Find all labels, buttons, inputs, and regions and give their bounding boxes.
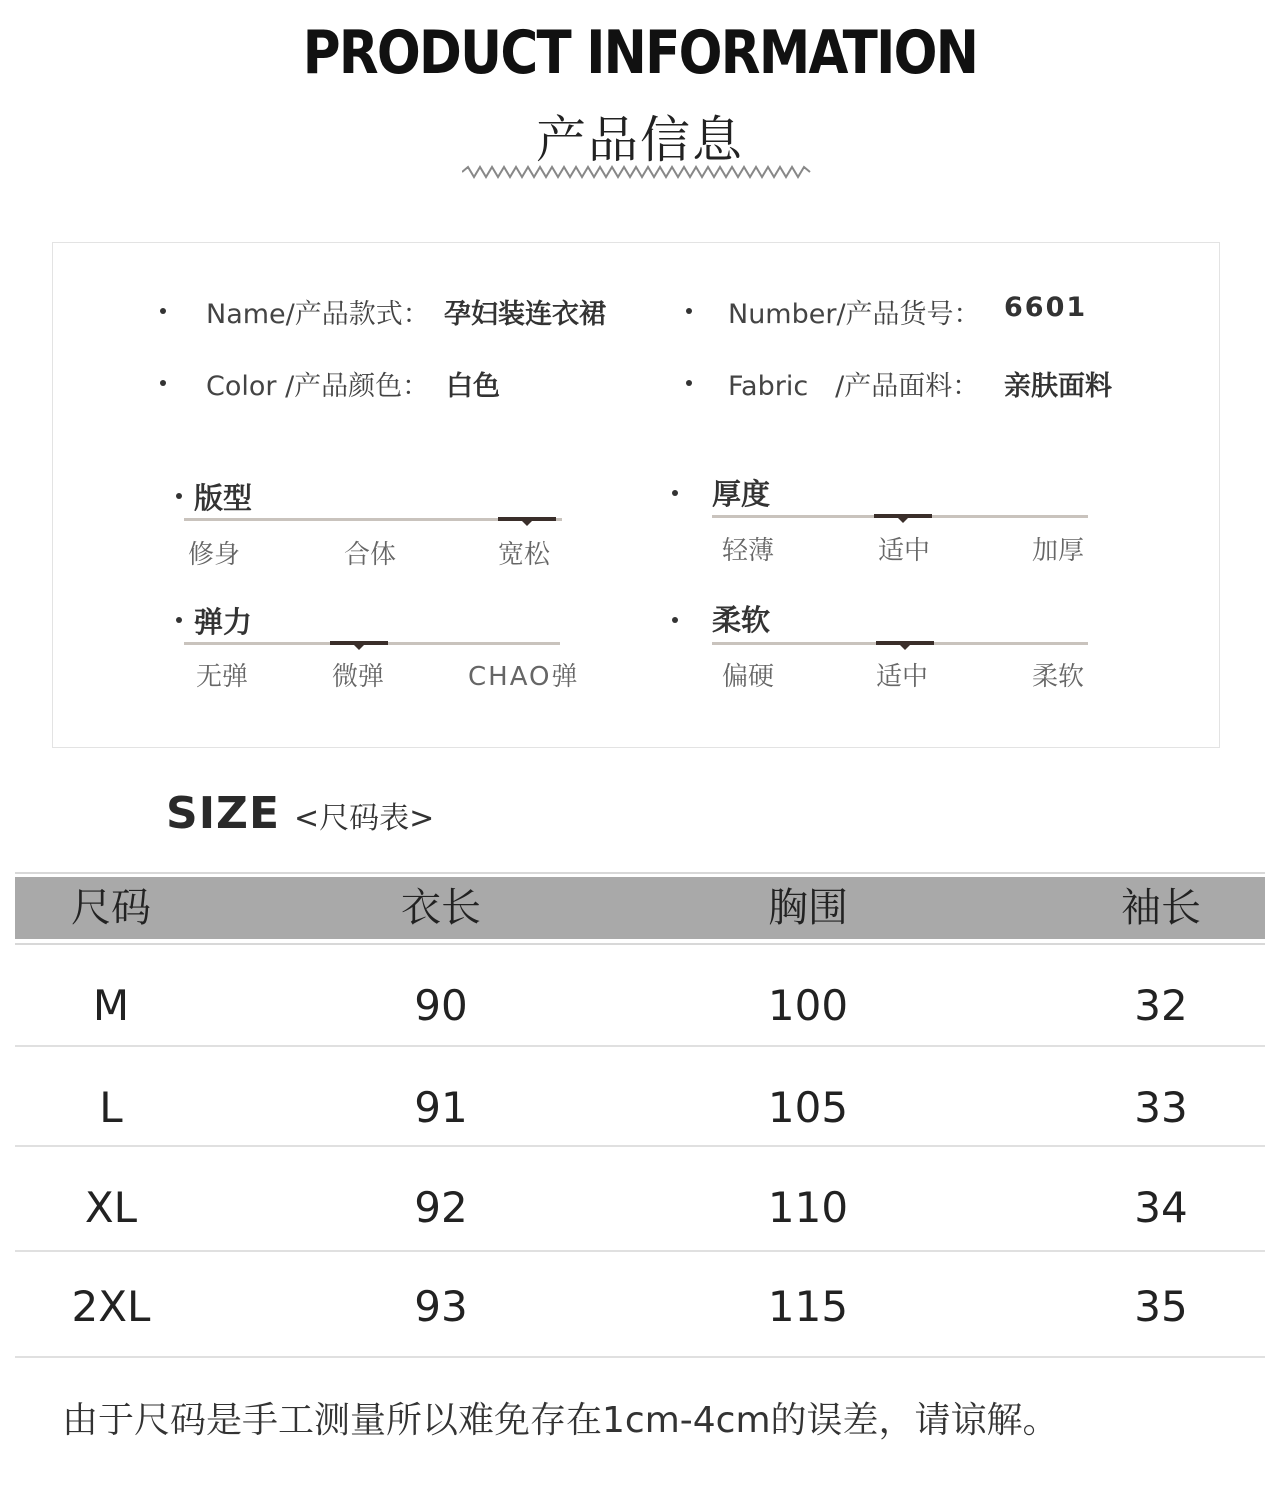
header-size: 尺码 bbox=[71, 885, 151, 931]
header-chest: 胸围 bbox=[768, 885, 848, 931]
fabric-label: Fabric /产品面料： bbox=[728, 371, 980, 402]
table-row bbox=[15, 1252, 1265, 1358]
cell-sleeve: 33 bbox=[1134, 1083, 1188, 1132]
size-subtitle: <尺码表> bbox=[294, 801, 435, 836]
scale-thickness-option: 加厚 bbox=[1032, 536, 1085, 566]
cell-length: 90 bbox=[414, 981, 468, 1030]
measurement-note: 由于尺码是手工测量所以难免存在1cm-4cm的误差，请谅解。 bbox=[62, 1400, 1059, 1441]
cell-length: 91 bbox=[414, 1083, 468, 1132]
cell-chest: 100 bbox=[767, 981, 849, 1030]
scale-fit-name: 版型 bbox=[194, 481, 253, 515]
bullet-icon bbox=[686, 308, 692, 314]
bullet-icon bbox=[672, 617, 678, 623]
bullet-icon bbox=[160, 308, 166, 314]
bullet-icon bbox=[672, 490, 678, 496]
scale-elasticity-tick bbox=[354, 645, 364, 650]
cell-length: 93 bbox=[414, 1282, 468, 1331]
name-label: Name/产品款式： bbox=[206, 299, 430, 330]
scale-elasticity-option: CHAO弹 bbox=[468, 662, 580, 692]
scale-softness-option: 偏硬 bbox=[722, 662, 775, 692]
cell-length: 92 bbox=[414, 1183, 468, 1232]
number-value: 6601 bbox=[1004, 292, 1088, 323]
number-label: Number/产品货号： bbox=[728, 299, 981, 330]
cell-sleeve: 32 bbox=[1134, 981, 1188, 1030]
zigzag-divider bbox=[462, 164, 812, 180]
color-label: Color /产品颜色： bbox=[206, 371, 430, 402]
scale-elasticity-option: 无弹 bbox=[196, 662, 249, 692]
scale-softness-option: 柔软 bbox=[1032, 662, 1085, 692]
scale-fit-option: 修身 bbox=[188, 540, 241, 570]
bullet-icon bbox=[176, 617, 182, 623]
bullet-icon bbox=[176, 493, 182, 499]
size-title: SIZE bbox=[166, 788, 281, 839]
scale-elasticity-name: 弹力 bbox=[194, 605, 253, 639]
header-sleeve: 袖长 bbox=[1121, 885, 1201, 931]
scale-thickness-option: 轻薄 bbox=[722, 536, 775, 566]
cell-sleeve: 35 bbox=[1134, 1282, 1188, 1331]
name-value: 孕妇装连衣裙 bbox=[444, 299, 606, 330]
cell-sleeve: 34 bbox=[1134, 1183, 1188, 1232]
scale-fit-option: 宽松 bbox=[498, 540, 551, 570]
size-heading bbox=[166, 788, 434, 839]
fabric-value: 亲肤面料 bbox=[1004, 371, 1112, 402]
scale-softness-tick bbox=[900, 645, 910, 650]
scale-thickness-tick bbox=[898, 518, 908, 523]
scale-fit-tick bbox=[522, 521, 532, 526]
color-value: 白色 bbox=[446, 371, 500, 402]
scale-softness-option: 适中 bbox=[876, 662, 929, 692]
cell-size: M bbox=[92, 981, 130, 1030]
cell-size: XL bbox=[84, 1183, 138, 1232]
cell-size: 2XL bbox=[71, 1282, 151, 1331]
title-english: PRODUCT INFORMATION bbox=[302, 18, 978, 88]
table-row bbox=[15, 1147, 1265, 1252]
table-top-line bbox=[15, 872, 1265, 874]
scale-thickness-name: 厚度 bbox=[712, 477, 771, 511]
cell-size: L bbox=[99, 1083, 123, 1132]
title-chinese: 产品信息 bbox=[536, 111, 744, 169]
table-row bbox=[15, 945, 1265, 1047]
cell-chest: 110 bbox=[767, 1183, 849, 1232]
scale-thickness-option: 适中 bbox=[878, 536, 931, 566]
table-row bbox=[15, 1047, 1265, 1147]
scale-fit-option: 合体 bbox=[344, 540, 397, 570]
cell-chest: 105 bbox=[767, 1083, 849, 1132]
table-header bbox=[15, 877, 1265, 939]
row-divider bbox=[15, 1356, 1265, 1358]
scale-softness-name: 柔软 bbox=[712, 603, 771, 637]
header-length: 衣长 bbox=[401, 885, 481, 931]
bullet-icon bbox=[686, 380, 692, 386]
cell-chest: 115 bbox=[767, 1282, 849, 1331]
bullet-icon bbox=[160, 380, 166, 386]
scale-elasticity-option: 微弹 bbox=[332, 662, 385, 692]
